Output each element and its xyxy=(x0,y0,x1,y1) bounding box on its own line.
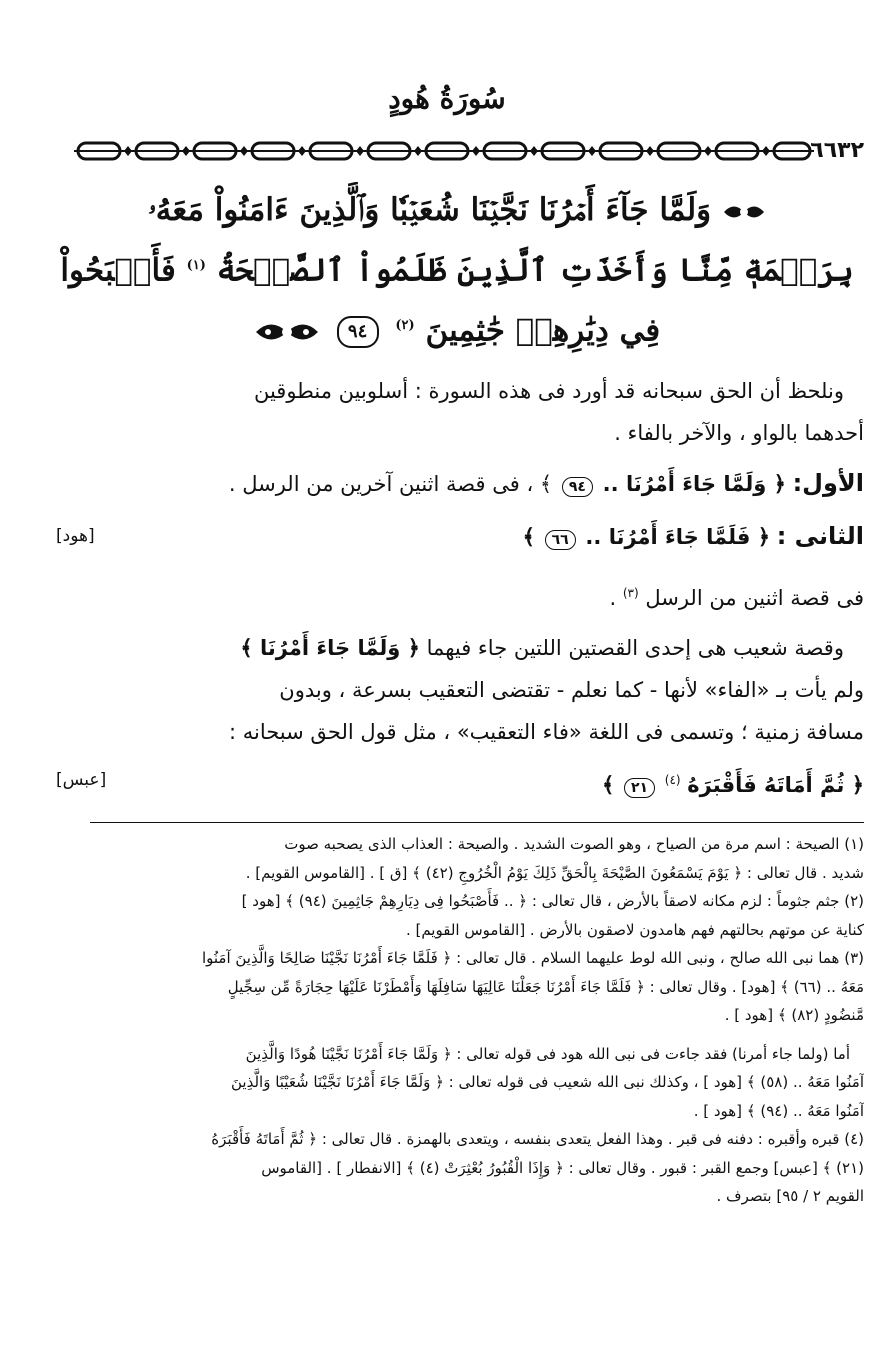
paragraph-1-line-1: ونلحظ أن الحق سبحانه قد أورد فى هذه السورة : أسلوبين منطوقين xyxy=(253,379,844,403)
footnote-marker-1: (١) xyxy=(186,258,206,273)
verse-text-line-2b: فَأَصۡبَحُواْ xyxy=(60,252,176,289)
first-rest: ﴾ ، فى قصة اثنين آخرين من الرسل . xyxy=(228,472,553,496)
footnote-divider xyxy=(90,822,864,823)
first-ayah-number: ٩٤ xyxy=(562,477,593,497)
verse-text-line-3: فِي دِيَٰرِهِمۡ جَٰثِمِينَ xyxy=(425,312,661,349)
quran-verse-block xyxy=(50,182,864,362)
footnote-marker-2: (٢) xyxy=(395,318,415,334)
footnote-3-line-6: آمَنُوا مَعَهُ .. (٩٤) ﴾ [هود ] . xyxy=(693,1101,864,1120)
paragraph-4-text-a: وقصة شعيب هى إحدى القصتين اللتين جاء فيهما xyxy=(426,636,844,660)
paragraph-3-end: . xyxy=(609,586,617,610)
verse-line-1 xyxy=(50,182,864,238)
verse-start-ornament-icon xyxy=(722,199,766,225)
footnote-4-line-3: القويم ٢ / ٩٥] بتصرف . xyxy=(716,1187,864,1205)
footnote-3-line-4: أما (ولما جاء أمرنا) فقد جاءت فى نبى الله هود فى قوله تعالى : ﴿ وَلَمَّا جَاءَ أَمْرُنَا نَجَّيْنَا هُودًا وَالَّذِينَ xyxy=(245,1044,850,1063)
paragraph-4-line-2: ولم يأت بـ «الفاء» لأنها - كما نعلم - تقتضى التعقيب بسرعة ، وبدون xyxy=(279,678,864,702)
ayah-number-badge: ٩٤ xyxy=(337,316,379,348)
second-label: الثانى : xyxy=(776,522,864,550)
verse-line-3 xyxy=(50,298,864,358)
page-number: ٦٦٣٢ xyxy=(810,138,864,163)
first-style-line xyxy=(56,462,864,505)
verse-end-ornament-icon xyxy=(254,317,320,347)
paragraph-5-quote-line xyxy=(56,759,864,806)
footnote-4-line-2: (٢١) ﴾ [عبس] وجمع القبر : قبور . وقال تعالى : ﴿ وَإِذَا الْقُبُورُ بُعْثِرَتْ (٤) ﴾ [الانفطار ] . [القاموس xyxy=(261,1158,864,1177)
first-label: الأول: xyxy=(792,469,864,497)
footnotes-section xyxy=(66,830,864,1211)
paragraph-3-text: فى قصة اثنين من الرسل xyxy=(645,586,864,610)
paragraph-5-surah-ref: [عبس] xyxy=(56,770,107,790)
paragraph-5-ayah-number: ٢١ xyxy=(624,778,655,798)
paragraph-5-close: ﴾ xyxy=(601,773,615,797)
second-ayah-number: ٦٦ xyxy=(545,530,576,550)
commentary-body xyxy=(56,370,864,806)
footnote-3-line-1: (٣) هما نبى الله صالح ، ونبى الله لوط عليهما السلام . قال تعالى : ﴿ فَلَمَّا جَاءَ أَمْرُنَا نَجَّيْنَا صَالِحًا وَالَّذِينَ آمَنُوا xyxy=(201,949,864,967)
footnote-2-line-1: (٢) جثم جثوماً : لزم مكانه لاصقاً بالأرض ، قال تعالى : ﴿ .. فَأَصْبَحُوا فِى دِيَارِهِمْ جَاثِمِينَ (٩٤) ﴾ [هود ] xyxy=(241,892,864,910)
ornamental-border-band xyxy=(74,136,814,166)
paragraph-4-line-3: مسافة زمنية ؛ وتسمى فى اللغة «فاء التعقيب» ، مثل قول الحق سبحانه : xyxy=(228,720,864,744)
paragraph-4-line-1 xyxy=(56,627,864,669)
verse-line-2 xyxy=(50,238,864,298)
verse-text-line-2a: بِرَحۡمَةٖ مِّنَّا وَأَخَذَتِ ٱلَّذِينَ ظَلَمُواْ ٱلصَّيۡحَةُ xyxy=(216,252,854,289)
paragraph-5-quote: ﴿ ثُمَّ أَمَاتَهُ فَأَقْبَرَهُ xyxy=(687,773,864,797)
paragraph-3 xyxy=(56,572,864,619)
footnote-2-line-2: كناية عن موتهم بحالتهم فهم هامدون لاصقون بالأرض . [القاموس القويم] . xyxy=(405,920,864,939)
verse-text-line-1: وَلَمَّا جَآءَ أَمۡرُنَا نَجَّيۡنَا شُعَيۡبٗا وَٱلَّذِينَ ءَامَنُواْ مَعَهُۥ xyxy=(148,192,712,228)
second-close: ﴾ xyxy=(522,525,535,549)
footnote-4-line-1: (٤) قبره وأقبره : دفنه فى قبر . وهذا الفعل يتعدى بنفسه ، ويتعدى بالهمزة . قال تعالى : ﴿ ثُمَّ أَمَاتَهُ فَأَقْبَرَهُ xyxy=(211,1130,864,1148)
footnote-marker-4: (٤) xyxy=(664,773,681,787)
footnote-spacer xyxy=(66,1030,864,1040)
first-quote: ﴿ وَلَمَّا جَاءَ أَمْرُنَا .. xyxy=(602,472,786,496)
second-surah-ref: [هود] xyxy=(56,526,95,546)
footnote-3-line-5: آمَنُوا مَعَهُ .. (٥٨) ﴾ [هود ] ، وكذلك نبى الله شعيب فى قوله تعالى : ﴿ وَلَمَّا جَاءَ أَمْرُنَا نَجَّيْنَا شُعَيْبًا وَالَّذِينَ xyxy=(230,1073,864,1091)
surah-title: سُورَةُ هُودٍ xyxy=(388,82,506,115)
footnote-3-line-2: مَعَهُ .. (٦٦) ﴾ [هود] . وقال تعالى : ﴿ فَلَمَّا جَاءَ أَمْرُنَا جَعَلْنَا عَالِيَهَا سَافِلَهَا وَأَمْطَرْنَا عَلَيْهَا حِجَارَةً مِّن سِجِّيلٍ xyxy=(227,977,864,996)
second-style-line xyxy=(56,515,864,558)
footnote-3-line-3: مَّنضُودٍ (٨٢) ﴾ [هود ] . xyxy=(724,1006,864,1024)
footnote-marker-3: (٣) xyxy=(622,586,639,600)
second-quote: ﴿ فَلَمَّا جَاءَ أَمْرُنَا .. xyxy=(585,525,771,549)
paragraph-4-quote: ﴿ وَلَمَّا جَاءَ أَمْرُنَا ﴾ xyxy=(240,636,420,660)
paragraph-1-line-2: أحدهما بالواو ، والآخر بالفاء . xyxy=(614,421,864,445)
footnote-1-line-1: (١) الصيحة : اسم مرة من الصياح ، وهو الصوت الشديد . والصيحة : العذاب الذى يصحبه صوت xyxy=(284,835,864,853)
footnote-1-line-2: شديد . قال تعالى : ﴿ يَوْمَ يَسْمَعُونَ الصَّيْحَةَ بِالْحَقِّ ذَلِكَ يَوْمُ الْخُرُوجِ (٤٢) ﴾ [ق ] . [القاموس القويم] . xyxy=(245,863,864,882)
